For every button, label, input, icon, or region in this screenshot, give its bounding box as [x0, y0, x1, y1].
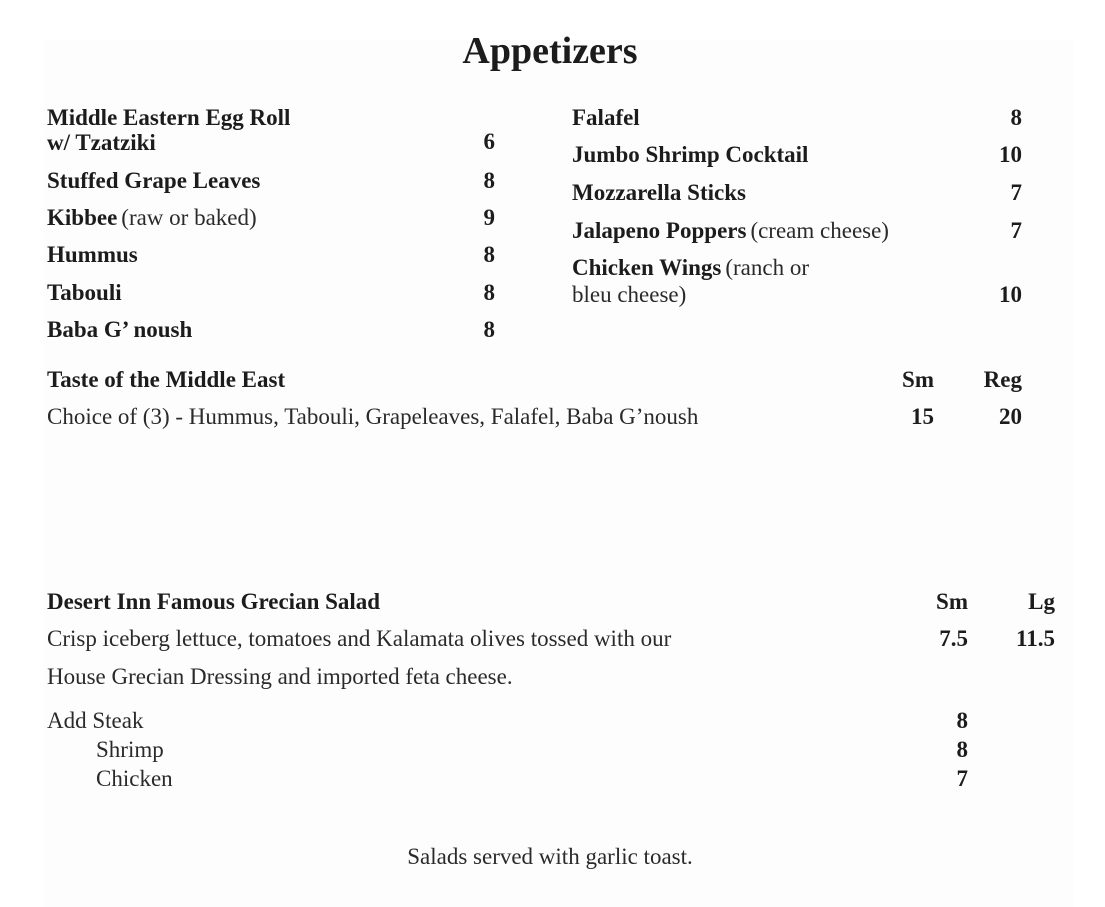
- item-price: 8: [1010, 105, 1022, 130]
- item-price: 7: [1010, 180, 1022, 205]
- item-name: Tabouli: [47, 280, 122, 305]
- item-price: 8: [483, 280, 495, 305]
- item-name: Stuffed Grape Leaves: [47, 168, 261, 193]
- item-price: 9: [483, 205, 495, 230]
- item-name-cont: w/ Tzatziki: [47, 130, 156, 155]
- item-note: (cream cheese): [750, 218, 889, 243]
- salad-price-sm: 7.5: [939, 626, 968, 651]
- item-name: Middle Eastern Egg Roll: [47, 105, 291, 130]
- item-price: 8: [483, 168, 495, 193]
- size-header-sm: Sm: [902, 367, 934, 392]
- item-row: [572, 219, 889, 242]
- salad-price-lg: 11.5: [1016, 626, 1055, 651]
- taste-title: Taste of the Middle East: [47, 367, 286, 392]
- addon-label: Shrimp: [96, 737, 164, 762]
- addon-price: 8: [956, 708, 968, 733]
- item-price: 8: [483, 317, 495, 342]
- salad-description-line1: Crisp iceberg lettuce, tomatoes and Kalamata olives tossed with our: [47, 626, 672, 651]
- item-price: 7: [1010, 218, 1022, 243]
- taste-price-reg: 20: [999, 404, 1022, 429]
- size-header-reg: Reg: [983, 367, 1022, 392]
- item-note: (raw or baked): [121, 205, 257, 230]
- salad-title: Desert Inn Famous Grecian Salad: [47, 589, 381, 614]
- item-note-cont: bleu cheese): [572, 282, 687, 307]
- item-name: Mozzarella Sticks: [572, 180, 746, 205]
- addon-price: 7: [956, 766, 968, 791]
- item-name: Chicken Wings: [572, 255, 722, 280]
- taste-description: Choice of (3) - Hummus, Tabouli, Grapeleaves, Falafel, Baba G’noush: [47, 404, 699, 429]
- item-row: [572, 256, 809, 279]
- item-name: Kibbee: [47, 205, 118, 230]
- item-price: 10: [999, 142, 1022, 167]
- item-price: 6: [483, 129, 495, 154]
- size-header-sm: Sm: [936, 589, 968, 614]
- item-name: Falafel: [572, 105, 640, 130]
- item-price: 10: [999, 282, 1022, 307]
- item-row: [47, 206, 257, 229]
- item-note: (ranch or: [725, 255, 809, 280]
- item-name: Baba G’ noush: [47, 317, 193, 342]
- salad-description-line2: House Grecian Dressing and imported feta cheese.: [47, 664, 513, 689]
- addon-price: 8: [956, 737, 968, 762]
- item-name: Hummus: [47, 242, 138, 267]
- item-price: 8: [483, 242, 495, 267]
- salad-footer-note: Salads served with garlic toast.: [407, 844, 693, 869]
- item-name: Jumbo Shrimp Cocktail: [572, 142, 809, 167]
- taste-price-sm: 15: [911, 404, 934, 429]
- addon-label: Chicken: [96, 766, 173, 791]
- item-name: Jalapeno Poppers: [572, 218, 747, 243]
- page-title: Appetizers: [462, 30, 638, 72]
- size-header-lg: Lg: [1028, 589, 1055, 614]
- addon-label: Add Steak: [47, 708, 144, 733]
